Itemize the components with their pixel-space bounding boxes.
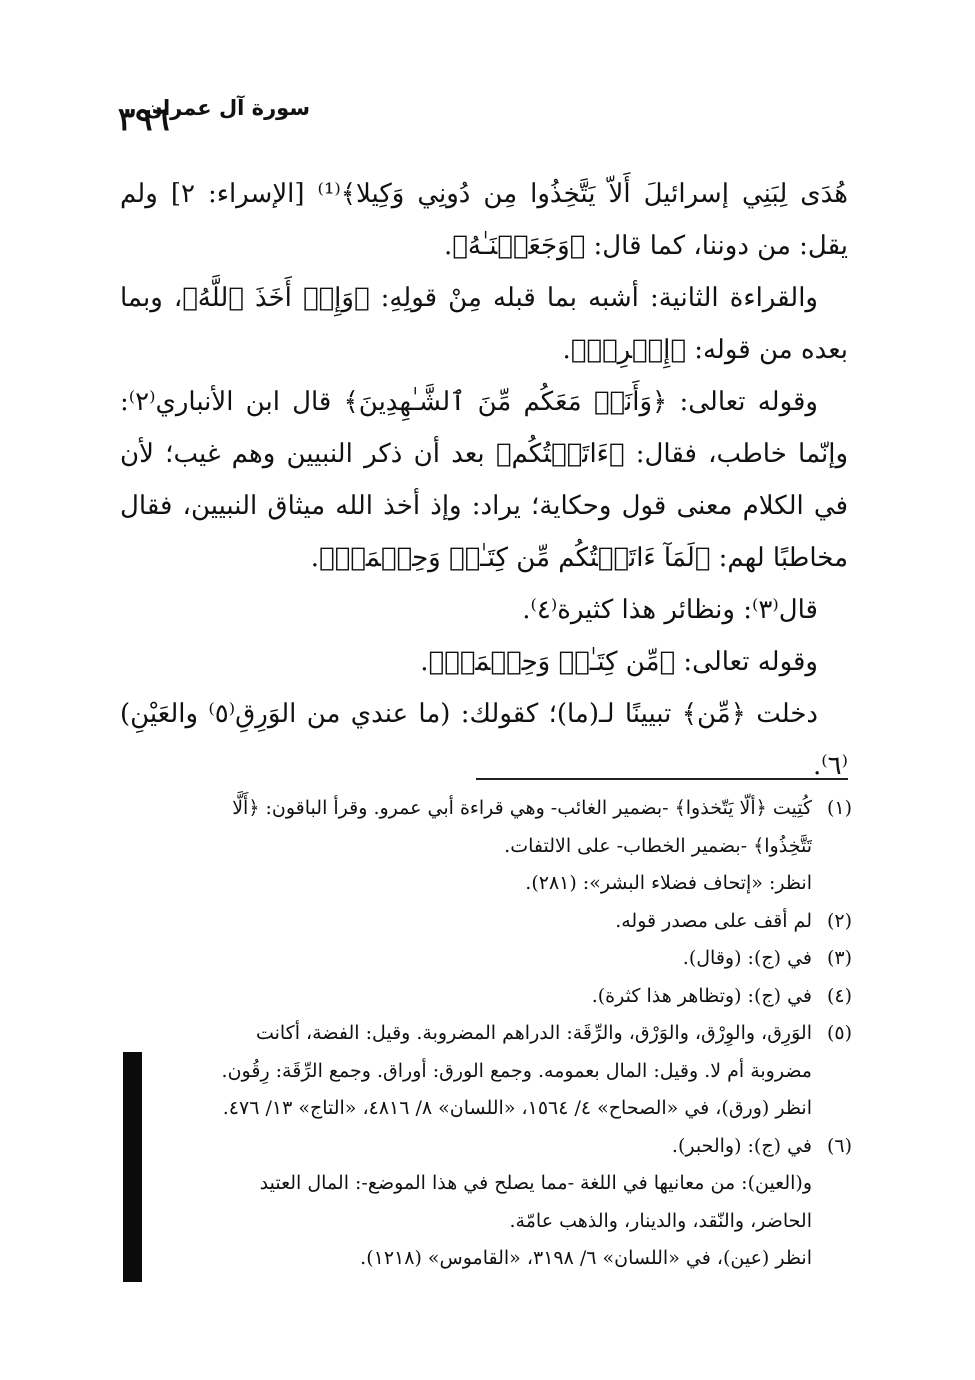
paragraph: قال⁽٣⁾: ونظائر هذا كثيرة⁽٤⁾. bbox=[522, 595, 818, 625]
surah-title: سورة آل عمران bbox=[145, 96, 310, 120]
paragraph: هُدَى لِبَنِي إسرائيلَ أَلاّ يَتَّخِذُوا مِن دُونِي وَكِيلا﴾⁽¹⁾ [الإسراء: ٢] ولم يقل: من دوننا، كما قال: ﴿وَجَعَلۡنَـٰهُ﴾. bbox=[120, 179, 848, 261]
footnote-number: (٦) bbox=[826, 1134, 852, 1157]
footnote-line: مضروبة أم لا. وقيل: المال بعمومه. وجمع الورق: أوراق. وجمع الرِّقَة: رِقُون. bbox=[221, 1059, 812, 1082]
footnote-line: لم أقف على مصدر قوله. bbox=[615, 909, 812, 932]
paragraph: والقراءة الثانية: أشبه بما قبله مِنْ قولِهِ: ﴿وَإِذۡ أَخَذَ ٱللَّهُ﴾، وبما بعده من قوله: ﴿إِصۡرِيۖ﴾. bbox=[120, 283, 848, 365]
page-number: ٣٩٦ bbox=[118, 100, 170, 138]
footnote-number: (٣) bbox=[826, 947, 852, 969]
footnote-line: كُتِيت ﴿ألّا يَتّخذوا﴾ -بضمير الغائب- وهي قراءة أبي عمرو. وقرأ الباقون: ﴿أَلَّا bbox=[232, 797, 812, 819]
footnote-number: (١) bbox=[826, 797, 852, 819]
footnote bbox=[132, 1015, 852, 1128]
scan-binding-edge bbox=[123, 1052, 142, 1282]
footnote-continuation: الحاضر، والنّقد، والدينار، والذهب عامّة. bbox=[509, 1209, 812, 1232]
footnotes bbox=[132, 790, 852, 1278]
paragraph: دخلت ﴿مِّن﴾ تبيينًا لـ(ما)؛ كقولك: (ما عندي من الوَرِقِ⁽٥⁾ والعَيْنِ)⁽٦⁾. bbox=[120, 699, 848, 781]
footnote-line: في (ج): (وقال). bbox=[682, 947, 812, 969]
body-text bbox=[120, 168, 848, 792]
paragraph: وقوله تعالى: ﴿وَأَنَا۠ مَعَكُم مِّنَ ٱلشَّـٰهِدِينَ﴾ قال ابن الأنباري⁽٢⁾: وإنّما خاطب، فقال: ﴿ءَاتَيۡتُكُم﴾ بعد أن ذكر النبيين وهم غيب؛ لأن في الكلام معنى قول وحكاية؛ يراد: وإذ أخذ الله ميثاق النبيين، فقال مخاطبًا لهم: ﴿لَمَآ ءَاتَيۡتُكُم مِّن كِتَـٰبٖ وَحِكۡمَةٖ﴾. bbox=[120, 387, 848, 573]
footnote bbox=[132, 940, 852, 978]
footnote bbox=[132, 903, 852, 941]
footnote-line: انظر (ورق)، في «الصحاح» ٤/ ١٥٦٤، «اللسان» ٨/ ٤٨١٦، «التاج» ١٣/ ٤٧٦. bbox=[222, 1097, 812, 1119]
footnote-line: تَتَّخِذُوا﴾ -بضمير الخطاب- على الالتفات. bbox=[504, 834, 812, 857]
footnote-number: (٤) bbox=[826, 984, 852, 1007]
footnote-line: في (ج): (والحبر). bbox=[671, 1134, 812, 1157]
footnote bbox=[132, 790, 852, 903]
footnote-number: (٥) bbox=[826, 1022, 852, 1044]
footnote bbox=[132, 1128, 852, 1166]
footnote-line: في (ج): (وتظاهر هذا كثرة). bbox=[591, 984, 812, 1007]
footnote-line: الوَرِق، والوِرْق، والوَرْق، والرِّقَة: الدراهم المضروبة. وقيل: الفضة، أكانت bbox=[255, 1022, 812, 1044]
footnote bbox=[132, 978, 852, 1016]
footnote-continuation: انظر (عين)، في «اللسان» ٦/ ٣١٩٨، «القاموس» (١٢١٨). bbox=[360, 1247, 812, 1269]
footnote-separator bbox=[476, 778, 848, 780]
footnote-continuation: و(العين): من معانيها في اللغة -مما يصلح في هذا الموضع-: المال العتيد bbox=[259, 1172, 812, 1194]
footnote-number: (٢) bbox=[826, 909, 852, 932]
paragraph: وقوله تعالى: ﴿مِّن كِتَـٰبٖ وَحِكۡمَةٖ﴾. bbox=[420, 647, 818, 677]
footnote-line: انظر: «إتحاف فضلاء البشر»: (٢٨١). bbox=[525, 872, 812, 894]
